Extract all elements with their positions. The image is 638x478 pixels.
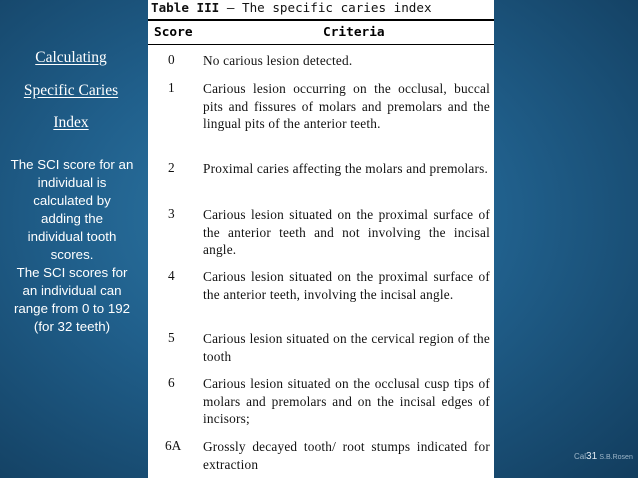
table-top-rule (148, 19, 494, 21)
row-score: 1 (168, 80, 175, 95)
row-score: 2 (168, 160, 175, 175)
side-heading-line-2: Specific Caries (23, 82, 119, 99)
side-body-line: The SCI scores for (16, 265, 128, 280)
row-criteria: Proximal caries affecting the molars and premolars. (203, 161, 489, 176)
table-label: Table III (151, 0, 220, 15)
row-score: 4 (168, 268, 175, 283)
side-body-line: an individual can (22, 283, 122, 298)
caries-index-table (148, 0, 494, 478)
row-criteria: Carious lesion situated on the proximal surface of the anterior teeth and not involving the incisal angle. (203, 207, 490, 257)
side-body-line: range from 0 to 192 (13, 301, 131, 316)
header-rule (148, 44, 494, 45)
row-score: 5 (168, 330, 175, 345)
header-score: Score (154, 25, 193, 40)
side-body-line: (for 32 teeth) (33, 319, 111, 334)
side-body-line: calculated by (33, 193, 111, 208)
row-score: 0 (168, 52, 175, 67)
row-criteria: Carious lesion situated on the occlusal cusp tips of molars and premolars and on the incisal edges of incisors; (203, 376, 490, 426)
side-body-line: individual tooth (27, 229, 117, 244)
footer-suffix: S.B.Rosen (599, 454, 633, 461)
table-title (151, 0, 432, 15)
header-criteria: Criteria (323, 25, 385, 40)
row-score: 6 (168, 375, 175, 390)
side-body-line: The SCI score for an (10, 157, 134, 172)
row-criteria: Carious lesion situated on the cervical region of the tooth (203, 331, 490, 364)
row-score: 3 (168, 206, 175, 221)
row-criteria: Carious lesion occurring on the occlusal, buccal pits and fissures of molars and premolars and the lingual pits of the anterior teeth. (203, 81, 490, 131)
side-body-line: scores. (50, 247, 94, 262)
row-criteria: No carious lesion detected. (203, 53, 353, 68)
side-heading-line-1: Calculating (35, 49, 107, 66)
side-body-text (4, 156, 140, 336)
row-criteria: Grossly decayed tooth/ root stumps indicated for extraction (203, 439, 490, 472)
slide-number (574, 451, 633, 462)
side-heading-line-3: Index (53, 114, 89, 131)
slide-number-value: 31 (586, 451, 598, 462)
row-score: 6A (165, 438, 182, 453)
row-criteria: Carious lesion situated on the proximal surface of the anterior teeth, involving the incisal angle. (203, 269, 490, 302)
table-title-text: – The specific caries index (219, 0, 432, 15)
side-body-line: individual is (37, 175, 107, 190)
footer-prefix: Cal (574, 452, 587, 461)
side-body-line: adding the (40, 211, 104, 226)
